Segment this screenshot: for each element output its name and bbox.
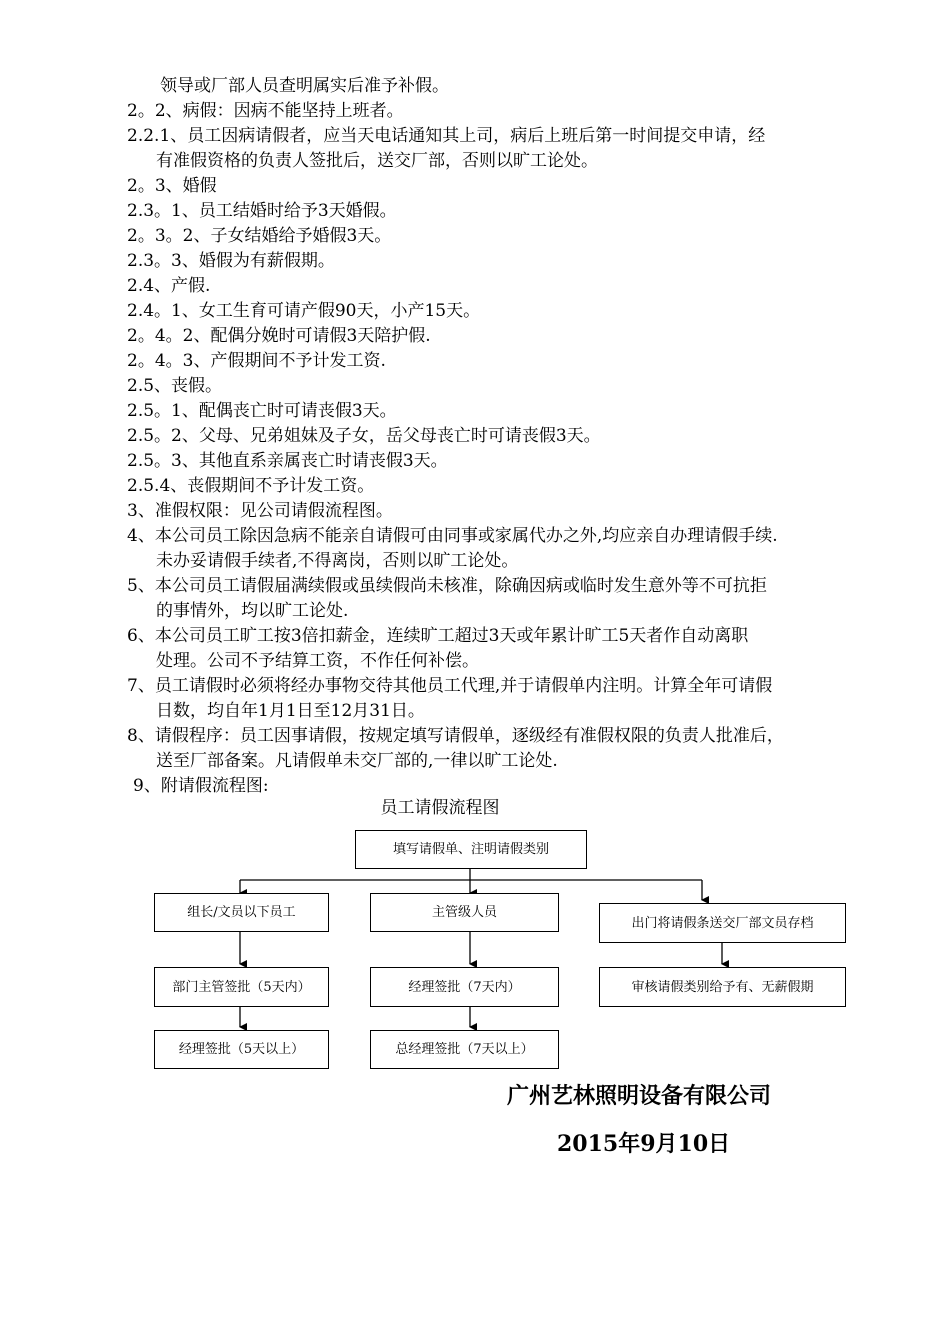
- text-line: 2.4。1、女工生育可请产假90天，小产15天。: [127, 301, 481, 321]
- text-line: 领导或厂部人员查明属实后准予补假。: [160, 76, 449, 96]
- text-line: 7、员工请假时必须将经办事物交待其他员工代理,并于请假单内注明。计算全年可请假: [127, 676, 773, 696]
- text-line: 日数，均自年1月1日至12月31日。: [156, 701, 425, 721]
- company-name: 广州艺林照明设备有限公司: [507, 1083, 772, 1109]
- text-line: 2.5。1、配偶丧亡时可请丧假3天。: [127, 401, 397, 421]
- text-line: 2.5。3、其他直系亲属丧亡时请丧假3天。: [127, 451, 448, 471]
- flow-box-junior-staff: 组长/文员以下员工: [154, 893, 329, 932]
- text-line: 3、准假权限：见公司请假流程图。: [127, 501, 393, 521]
- text-line: 送至厂部备案。凡请假单未交厂部的,一律以旷工论处.: [156, 751, 558, 771]
- text-line: 2.5.4、丧假期间不予计发工资。: [127, 476, 375, 496]
- flow-box-gm-approval: 总经理签批（7天以上）: [370, 1030, 559, 1069]
- text-line: 6、本公司员工旷工按3倍扣薪金，连续旷工超过3天或年累计旷工5天者作自动离职: [127, 626, 749, 646]
- text-line: 9、附请假流程图:: [133, 776, 269, 796]
- text-line: 未办妥请假手续者,不得离岗，否则以旷工论处。: [156, 551, 519, 571]
- flowchart-title: 员工请假流程图: [380, 798, 500, 818]
- flow-box-file-archive: 出门将请假条送交厂部文员存档: [599, 903, 846, 943]
- flow-box-supervisor-staff: 主管级人员: [370, 893, 559, 932]
- text-line: 2.3。1、员工结婚时给予3天婚假。: [127, 201, 397, 221]
- text-line: 2.3。3、婚假为有薪假期。: [127, 251, 335, 271]
- text-line: 2。2、病假：因病不能坚持上班者。: [127, 101, 404, 121]
- text-line: 2。4。3、产假期间不予计发工资.: [127, 351, 386, 371]
- text-line: 5、本公司员工请假届满续假或虽续假尚未核准，除确因病或临时发生意外等不可抗拒: [127, 576, 767, 596]
- flow-box-fill-form: 填写请假单、注明请假类别: [355, 830, 587, 869]
- text-line: 2。3、婚假: [127, 176, 217, 196]
- text-line: 8、请假程序：员工因事请假，按规定填写请假单，逐级经有准假权限的负责人批准后，: [127, 726, 784, 746]
- text-line: 2.5、丧假。: [127, 376, 223, 396]
- text-line: 处理。公司不予结算工资，不作任何补偿。: [156, 651, 479, 671]
- flow-box-manager-approval-7d: 经理签批（7天内）: [370, 967, 559, 1007]
- flow-box-manager-approval: 经理签批（5天以上）: [154, 1030, 329, 1069]
- flow-box-dept-supervisor-approval: 部门主管签批（5天内）: [154, 967, 329, 1007]
- text-line: 2.4、产假.: [127, 276, 211, 296]
- text-line: 有准假资格的负责人签批后，送交厂部，否则以旷工论处。: [156, 151, 598, 171]
- document-date: 2015年9月10日: [557, 1131, 731, 1157]
- text-line: 2.2.1、员工因病请假者，应当天电话通知其上司，病后上班后第一时间提交申请，经: [127, 126, 766, 146]
- flow-box-review-leave-type: 审核请假类别给予有、无薪假期: [599, 967, 846, 1007]
- text-line: 4、本公司员工除因急病不能亲自请假可由同事或家属代办之外,均应亲自办理请假手续.: [127, 526, 778, 546]
- text-line: 2。4。2、配偶分娩时可请假3天陪护假.: [127, 326, 431, 346]
- text-line: 2。3。2、子女结婚给予婚假3天。: [127, 226, 392, 246]
- text-line: 2.5。2、父母、兄弟姐妹及子女，岳父母丧亡时可请丧假3天。: [127, 426, 601, 446]
- text-line: 的事情外，均以旷工论处.: [156, 601, 349, 621]
